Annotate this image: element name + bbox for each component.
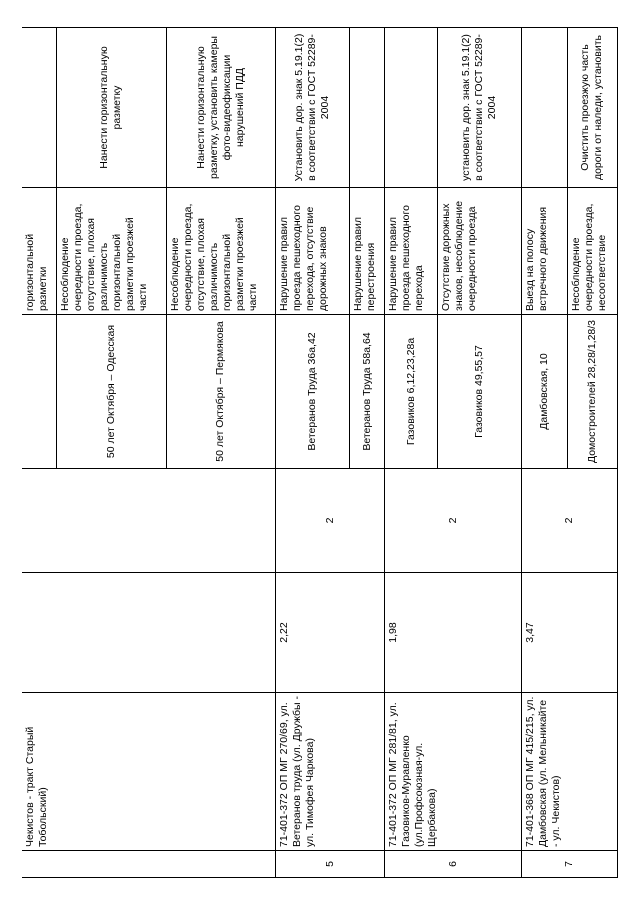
- count-cell: 2: [385, 469, 522, 573]
- accident-hotspot-table: [22, 27, 618, 878]
- issue-cell: горизонтальной разметки: [22, 188, 57, 315]
- length-cell: 3,47: [522, 573, 618, 693]
- measure-cell: [385, 28, 437, 188]
- issue-cell: Нарушение правил проезда пешеходного перехода: [385, 188, 437, 315]
- road-cell: 71-401-372 ОП МГ 281/81, ул. Газовиков-Муравленко (ул.Профсоюзная-ул. Щербакова): [385, 693, 522, 851]
- location-cell: [22, 315, 57, 469]
- location-cell: Ветеранов Труда 36а,42: [276, 315, 350, 469]
- measure-cell: [22, 28, 57, 188]
- issue-cell: Отсутствие дорожных знаков, несоблюдение очередности проезда: [437, 188, 521, 315]
- issue-cell: Несоблюдение очередности проезда, отсутствие, плохая различимость горизонтальной разметки проезжей части: [57, 188, 166, 315]
- measure-cell: [350, 28, 385, 188]
- num-cell: [22, 851, 276, 878]
- location-cell: Домостроителей 28,28/1,28/3: [567, 315, 617, 469]
- issue-cell: Нарушение правил проезда пешеходного перехода, отсутствие дорожных знаков: [276, 188, 350, 315]
- location-cell: Газовиков 49,55,57: [437, 315, 521, 469]
- measure-cell: Очистить проезжую часть дороги от наледи, установить: [567, 28, 617, 188]
- road-cell: 71-401-372 ОП МГ 270/69, ул. Ветеранов труда (ул. Дружбы - ул. Тимофея Чаркова): [276, 693, 385, 851]
- measure-cell: Нанести горизонтальную разметку, установить камеры фото-видеофиксации нарушений ПДД: [166, 28, 275, 188]
- table-row: [276, 28, 350, 878]
- measure-cell: Установить дор. знак 5.19.1(2) в соответствии с ГОСТ 52289-2004: [276, 28, 350, 188]
- issue-cell: Нарушение правил перестроения: [350, 188, 385, 315]
- table-row: [522, 28, 568, 878]
- row-number: 5: [276, 851, 385, 878]
- measure-cell: установить дор. знак 5.19.1(2) в соответствии с ГОСТ 52289-2004: [437, 28, 521, 188]
- table-row: [385, 28, 437, 878]
- location-cell: 50 лет Октября – Пермякова: [166, 315, 275, 469]
- row-number: 6: [385, 851, 522, 878]
- issue-cell: Выезд на полосу встречного движения: [522, 188, 568, 315]
- road-cell: Чекистов - тракт Старый Тобольский): [22, 693, 276, 851]
- row-number: 7: [522, 851, 618, 878]
- count-cell: [22, 469, 276, 573]
- road-cell: 71-401-368 ОП МГ 415/215, ул. Дамбовская (ул. Мельникайте - ул. Чекистов): [522, 693, 618, 851]
- rotated-table-wrapper: [22, 28, 618, 878]
- length-cell: 1,98: [385, 573, 522, 693]
- location-cell: Дамбовская, 10: [522, 315, 568, 469]
- measure-cell: Нанести горизонтальную разметку: [57, 28, 166, 188]
- length-cell: [22, 573, 276, 693]
- issue-cell: Несоблюдение очередности проезда, отсутствие, плохая различимость горизонтальной разметки проезжей части: [166, 188, 275, 315]
- location-cell: Газовиков 6,12,23,28а: [385, 315, 437, 469]
- count-cell: 2: [276, 469, 385, 573]
- issue-cell: Несоблюдение очередности проезда, несоответствие: [567, 188, 617, 315]
- measure-cell: [522, 28, 568, 188]
- location-cell: Ветеранов Труда 58а,64: [350, 315, 385, 469]
- table-row: [22, 28, 57, 878]
- length-cell: 2,22: [276, 573, 385, 693]
- location-cell: 50 лет Октября – Одесская: [57, 315, 166, 469]
- count-cell: 2: [522, 469, 618, 573]
